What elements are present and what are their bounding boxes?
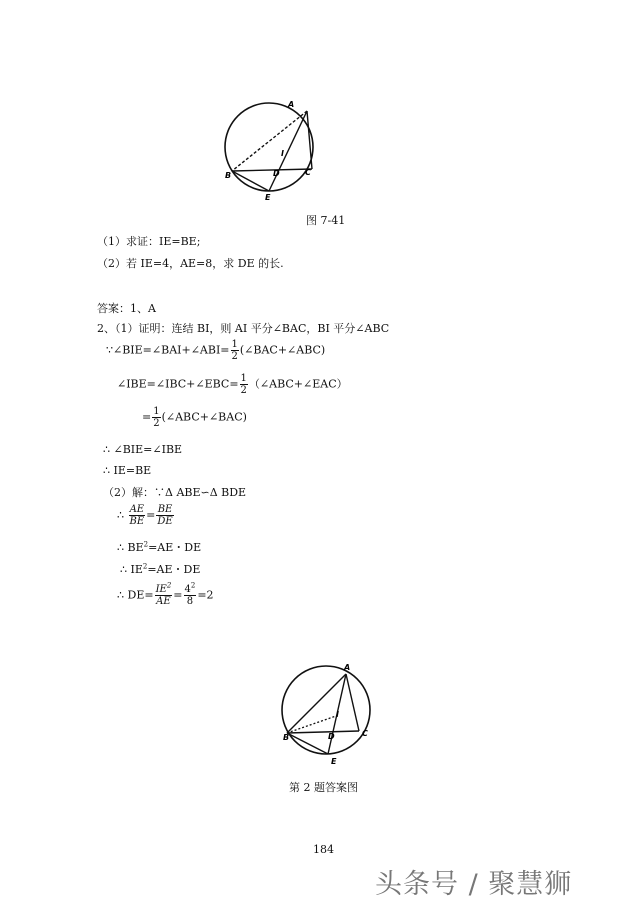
exponent: 2 <box>190 581 196 590</box>
segment-bc <box>232 169 312 171</box>
ie-squared-line <box>120 563 200 577</box>
exponent: 2 <box>143 540 149 549</box>
equals-sign: = <box>173 588 183 602</box>
ratio-line <box>117 504 175 527</box>
fraction-numerator <box>184 581 197 596</box>
fraction-numerator: 1 <box>240 373 247 384</box>
be-squared-tail: =AE・DE <box>148 541 202 554</box>
half-fraction <box>231 339 239 362</box>
question-part-1: （1）求证：IE=BE; <box>97 235 201 248</box>
de-text: ∴ DE= <box>117 588 154 602</box>
answer-line-2: 2、（1）证明：连结 BI，则 AI 平分∠BAC，BI 平分∠ABC <box>97 322 390 335</box>
question-part-2: （2）若 IE=4，AE=8，求 DE 的长. <box>97 257 284 270</box>
proof-step-2 <box>117 373 348 396</box>
label-c: C <box>362 729 368 738</box>
ie-squared-tail: =AE・DE <box>147 563 201 576</box>
page-number: 184 <box>313 843 334 856</box>
half-fraction <box>240 373 248 396</box>
ie-squared-text: ∴ IE <box>120 563 143 576</box>
de-result: =2 <box>197 588 214 602</box>
segment-ac <box>307 111 312 169</box>
proof-step-3-text: = <box>142 410 152 424</box>
therefore-angle-equal: ∴ ∠BIE=∠IBE <box>103 443 183 456</box>
label-d: D <box>273 169 280 178</box>
segment-ab <box>232 111 307 171</box>
watermark: 头条号 / 聚慧狮 <box>375 869 573 900</box>
figure-7-41 <box>215 95 325 205</box>
part-2-intro: （2）解：∵Δ ABE∽Δ BDE <box>103 486 247 499</box>
proof-step-2-tail: （∠ABC+∠EAC） <box>248 377 348 391</box>
segment-ae <box>269 111 307 191</box>
label-b: B <box>283 733 290 742</box>
proof-step-1-tail: (∠BAC+∠ABC) <box>239 343 326 357</box>
be-squared-line <box>117 541 201 555</box>
segment-ac <box>346 674 359 731</box>
label-a: A <box>288 100 295 109</box>
label-i: I <box>336 710 339 719</box>
be-squared-text: ∴ BE <box>117 541 144 554</box>
fraction-denominator: 2 <box>240 385 247 396</box>
fraction-numerator: AE <box>129 504 145 515</box>
fraction-numerator: BE <box>157 504 173 515</box>
segment-ab <box>287 674 346 733</box>
circle <box>282 666 370 754</box>
fraction-numerator <box>155 581 173 596</box>
label-a: A <box>344 663 351 672</box>
segment-bc <box>287 731 359 733</box>
ratio-left-fraction <box>129 504 146 527</box>
label-e: E <box>265 193 271 202</box>
exponent: 2 <box>166 581 172 590</box>
label-d: D <box>328 732 335 741</box>
fraction-denominator: AE <box>156 596 171 607</box>
fraction-denominator: BE <box>129 516 145 527</box>
exponent: 2 <box>142 562 148 571</box>
figure-2-caption: 第 2 题答案图 <box>289 781 358 794</box>
fraction-denominator: 8 <box>186 596 194 607</box>
proof-step-3 <box>142 406 247 429</box>
ratio-right-fraction <box>156 504 173 527</box>
figure-1-caption: 图 7-41 <box>306 214 346 227</box>
half-fraction <box>152 406 160 429</box>
proof-step-2-text: ∠IBE=∠IBC+∠EBC= <box>117 377 239 391</box>
de-fraction-2 <box>184 581 197 607</box>
answer-figure <box>270 660 380 772</box>
segment-be <box>287 733 328 754</box>
fraction-denominator: DE <box>157 516 173 527</box>
segment-be <box>232 171 269 191</box>
equals-sign: = <box>146 508 156 522</box>
de-fraction-1 <box>155 581 173 607</box>
proof-step-3-tail: (∠ABC+∠BAC) <box>161 410 247 424</box>
circle <box>225 103 313 191</box>
label-c: C <box>305 168 311 177</box>
fraction-denominator: 2 <box>153 418 160 429</box>
fraction-denominator: 2 <box>231 351 238 362</box>
fraction-numerator: 1 <box>153 406 160 417</box>
therefore-symbol: ∴ <box>117 508 124 522</box>
label-b: B <box>225 171 232 180</box>
answer-line-1: 答案：1、A <box>97 302 156 315</box>
label-i: I <box>281 149 284 158</box>
de-result-line <box>117 581 214 607</box>
numerator-base: IE <box>155 584 167 595</box>
proof-step-1-text: ∵∠BIE=∠BAI+∠ABI= <box>106 343 230 357</box>
numerator-base: 4 <box>184 584 191 595</box>
segment-bi <box>287 716 336 733</box>
proof-step-1 <box>106 339 325 362</box>
fraction-numerator: 1 <box>231 339 238 350</box>
label-e: E <box>331 757 337 766</box>
therefore-ie-equals-be: ∴ IE=BE <box>103 464 152 477</box>
